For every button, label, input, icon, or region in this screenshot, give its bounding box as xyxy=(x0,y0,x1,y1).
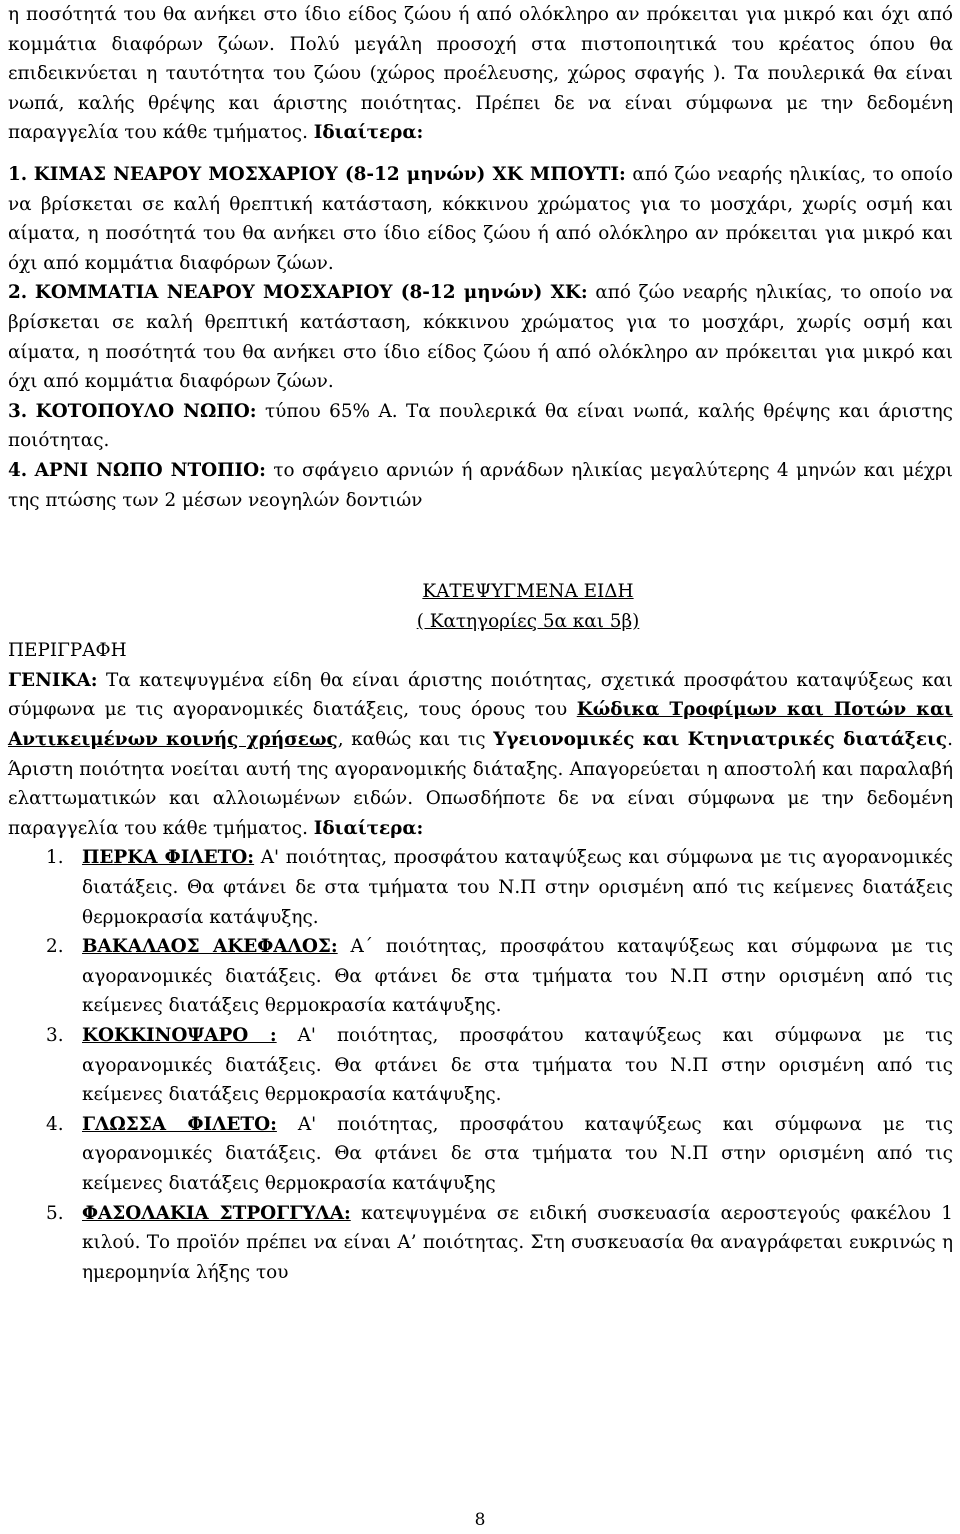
meat-item-title: ΚΟΜΜΑΤΙΑ ΝΕΑΡΟΥ ΜΟΣΧΑΡΙΟΥ (8-12 μηνών) ΧΚ: xyxy=(34,282,588,304)
meat-item-text: από ζώο νεαρής ηλικίας, το οποίο να βρίσκεται σε καλή θρεπτική κατάσταση, κόκκινου χρώματος για το μοσχάρι, χωρίς οσμή και αίματα, η ποσότητά του θα ανήκει στο ίδιο είδος ζώου ή από ολόκληρο αν πρόκειται για μικρό και όχι από κομμάτια διαφόρων ζώων. xyxy=(8,163,953,274)
frozen-item-text: κατεψυγμένα σε ειδική συσκευασία αεροστεγούς φακέλου 1 κιλού. Το προϊόν πρέπει να είναι Α’ ποιότητας. Στη συσκευασία θα αναγράφεται ευκρινώς η ημερομηνία λήξης του xyxy=(82,1202,953,1283)
frozen-item-title: ΦΑΣΟΛΑΚΙΑ ΣΤΡΟΓΓΥΛΑ: xyxy=(82,1202,351,1224)
frozen-item-title: ΠΕΡΚΑ ΦΙΛΕΤΟ: xyxy=(82,847,255,869)
frozen-item: 1. ΠΕΡΚΑ ΦΙΛΕΤΟ: Α' ποιότητας, προσφάτου καταψύξεως και σύμφωνα με τις αγορανομικές διατάξεις. Θα φτάνει δε στα τμήματα του Ν.Π στην ορισμένη από τις κείμενες διατάξεις θερμοκρασία κατάψυξης. xyxy=(46,847,953,928)
meat-item-title: ΚΟΤΟΠΟΥΛΟ ΝΩΠΟ: xyxy=(35,400,257,422)
frozen-subheading: ( Κατηγορίες 5α και 5β) xyxy=(416,610,640,632)
meat-item-title: ΚΙΜΑΣ ΝΕΑΡΟΥ ΜΟΣΧΑΡΙΟΥ (8-12 μηνών) ΧΚ ΜΠΟΥΤΙ: xyxy=(33,163,626,185)
section-spacer xyxy=(8,515,953,577)
meat-item: 4. ΑΡΝΙ ΝΩΠΟ ΝΤΟΠΙΟ: το σφάγειο αρνιών ή αρνάδων ηλικίας μεγαλύτερης 4 μηνών και μέχρι της πτώσης των 2 μέσων νεογηλών δοντιών xyxy=(8,459,953,511)
frozen-item-title: ΚΟΚΚΙΝΟΨΑΡΟ : xyxy=(82,1025,277,1046)
meat-item-title: ΑΡΝΙ ΝΩΠΟ ΝΤΟΠΙΟ: xyxy=(34,459,266,481)
frozen-item: 4. ΓΛΩΣΣΑ ΦΙΛΕΤΟ: Α' ποιότητας, προσφάτου καταψύξεως και σύμφωνα με τις αγορανομικές διατάξεις. Θα φτάνει δε στα τμήματα του Ν.Π στην ορισμένη από τις κείμενες διατάξεις θερμοκρασία κατάψυξης xyxy=(46,1113,953,1194)
intro-especially-label: Ιδιαίτερα: xyxy=(313,122,424,144)
intro-text: η ποσότητά του θα ανήκει στο ίδιο είδος ζώου ή από ολόκληρο αν πρόκειται για μικρό και όχι από κομμάτια διαφόρων ζώων. Πολύ μεγάλη προσοχή στα πιστοποιητικά του κρέατος όπου θα επιδεικνύεται η ταυτότητα του ζώου (χώρος προέλευσης, χώρος σφαγής ). Τα πουλερικά θα είναι νωπά, καλής θρέψης και άριστης ποιότητας. Πρέπει δε να είναι σύμφωνα με την δεδομένη παραγγελία του κάθε τμήματος. xyxy=(8,4,953,144)
frozen-item-text: Α' ποιότητας, προσφάτου καταψύξεως και σύμφωνα με τις αγορανομικές διατάξεις. Θα φτάνει δε στα τμήματα του Ν.Π στην ορισμένη από τις κείμενες διατάξεις θερμοκρασία κατάψυξης. xyxy=(82,847,953,928)
frozen-especially-label: Ιδιαίτερα: xyxy=(313,817,424,839)
meat-items-list xyxy=(8,160,953,515)
frozen-item-text: Α' ποιότητας, προσφάτου καταψύξεως και σύμφωνα με τις αγορανομικές διατάξεις. Θα φτάνει δε στα τμήματα του Ν.Π στην ορισμένη από τις κείμενες διατάξεις θερμοκρασία κατάψυξης. xyxy=(82,1025,953,1106)
frozen-item-text: Α΄ ποιότητας, προσφάτου καταψύξεως και σύμφωνα με τις αγορανομικές διατάξεις. Θα φτάνει δε στα τμήματα του Ν.Π στην ορισμένη από τις κείμενες διατάξεις θερμοκρασία κατάψυξης. xyxy=(82,936,953,1017)
meat-item: 2. ΚΟΜΜΑΤΙΑ ΝΕΑΡΟΥ ΜΟΣΧΑΡΙΟΥ (8-12 μηνών) ΧΚ: από ζώο νεαρής ηλικίας, το οποίο να βρίσκεται σε καλή θρεπτική κατάσταση, κόκκινου χρώματος για το μοσχάρι, χωρίς οσμή και αίματα, η ποσότητά του θα ανήκει στο ίδιο είδος ζώου ή από ολόκληρο αν πρόκειται για μικρό και όχι από κομμάτια διαφόρων ζώων. xyxy=(8,282,953,393)
frozen-items-list xyxy=(8,843,953,1287)
meat-item-text: το σφάγειο αρνιών ή αρνάδων ηλικίας μεγαλύτερης 4 μηνών και μέχρι της πτώσης των 2 μέσων νεογηλών δοντιών xyxy=(8,459,953,511)
frozen-item-title: ΓΛΩΣΣΑ ΦΙΛΕΤΟ: xyxy=(82,1113,277,1135)
frozen-item: 3. ΚΟΚΚΙΝΟΨΑΡΟ : Α' ποιότητας, προσφάτου καταψύξεως και σύμφωνα με τις αγορανομικές διατάξεις. Θα φτάνει δε στα τμήματα του Ν.Π στην ορισμένη από τις κείμενες διατάξεις θερμοκρασία κατάψυξης. xyxy=(46,1025,953,1106)
description-label: ΠΕΡΙΓΡΑΦΗ xyxy=(8,640,127,662)
frozen-item-title: ΒΑΚΑΛΑΟΣ ΑΚΕΦΑΛΟΣ: xyxy=(82,936,338,958)
meat-item-text: τύπου 65% Α. Τα πουλερικά θα είναι νωπά, καλής θρέψης και άριστης ποιότητας. xyxy=(8,400,953,452)
meat-item: 3. ΚΟΤΟΠΟΥΛΟ ΝΩΠΟ: τύπου 65% Α. Τα πουλερικά θα είναι νωπά, καλής θρέψης και άριστης ποιότητας. xyxy=(8,400,953,452)
frozen-item: 5. ΦΑΣΟΛΑΚΙΑ ΣΤΡΟΓΓΥΛΑ: κατεψυγμένα σε ειδική συσκευασία αεροστεγούς φακέλου 1 κιλού. Το προϊόν πρέπει να είναι Α’ ποιότητας. Στη συσκευασία θα αναγράφεται ευκρινώς η ημερομηνία λήξης του xyxy=(46,1202,953,1283)
general-label: ΓΕΝΙΚΑ: xyxy=(8,669,98,691)
frozen-item-text: Α' ποιότητας, προσφάτου καταψύξεως και σύμφωνα με τις αγορανομικές διατάξεις. Θα φτάνει δε στα τμήματα του Ν.Π στην ορισμένη από τις κείμενες διατάξεις θερμοκρασία κατάψυξης xyxy=(82,1113,953,1194)
code-reference: Κώδικα Τροφίμων και Ποτών και Αντικειμένων κοινής χρήσεως xyxy=(8,699,954,751)
general-paragraph: ΓΕΝΙΚΑ: Τα κατεψυγμένα είδη θα είναι άριστης ποιότητας, σχετικά προσφάτου καταψύξεως και σύμφωνα με τις αγορανομικές διατάξεις, τους όρους του Κώδικα Τροφίμων και Ποτών και Αντικειμένων κοινής χρήσεως, καθώς και τις Υγειονομικές και Κτηνιατρικές διατάξεις. Άριστη ποιότητα νοείται αυτή της αγορανομικής διάταξης. Απαγορεύεται η αποστολή και παραλαβή ελαττωματικών και αλλοιωμένων ειδών. Οπωσδήποτε δε να είναι σύμφωνα με την δεδομένη παραγγελία του κάθε τμήματος. Ιδιαίτερα: xyxy=(8,669,954,839)
meat-item-text: από ζώο νεαρής ηλικίας, το οποίο να βρίσκεται σε καλή θρεπτική κατάσταση, κόκκινου χρώματος για το μοσχάρι, χωρίς οσμή και αίματα, η ποσότητά του θα ανήκει στο ίδιο είδος ζώου ή από ολόκληρο αν πρόκειται για μικρό και όχι από κομμάτια διαφόρων ζώων. xyxy=(8,282,953,393)
meat-item: 1. ΚΙΜΑΣ ΝΕΑΡΟΥ ΜΟΣΧΑΡΙΟΥ (8-12 μηνών) ΧΚ ΜΠΟΥΤΙ: από ζώο νεαρής ηλικίας, το οποίο να βρίσκεται σε καλή θρεπτική κατάσταση, κόκκινου χρώματος για το μοσχάρι, χωρίς οσμή και αίματα, η ποσότητά του θα ανήκει στο ίδιο είδος ζώου ή από ολόκληρο αν πρόκειται για μικρό και όχι από κομμάτια διαφόρων ζώων. xyxy=(8,163,953,274)
frozen-heading: ΚΑΤΕΨΥΓΜΕΝΑ ΕΙΔΗ xyxy=(422,581,634,603)
health-reference: Υγειονομικές και Κτηνιατρικές διατάξεις xyxy=(493,729,948,751)
frozen-item: 2. ΒΑΚΑΛΑΟΣ ΑΚΕΦΑΛΟΣ: Α΄ ποιότητας, προσφάτου καταψύξεως και σύμφωνα με τις αγορανομικές διατάξεις. Θα φτάνει δε στα τμήματα του Ν.Π στην ορισμένη από τις κείμενες διατάξεις θερμοκρασία κατάψυξης. xyxy=(46,936,953,1017)
intro-paragraph xyxy=(8,0,953,148)
page-number: 8 xyxy=(474,1510,486,1530)
